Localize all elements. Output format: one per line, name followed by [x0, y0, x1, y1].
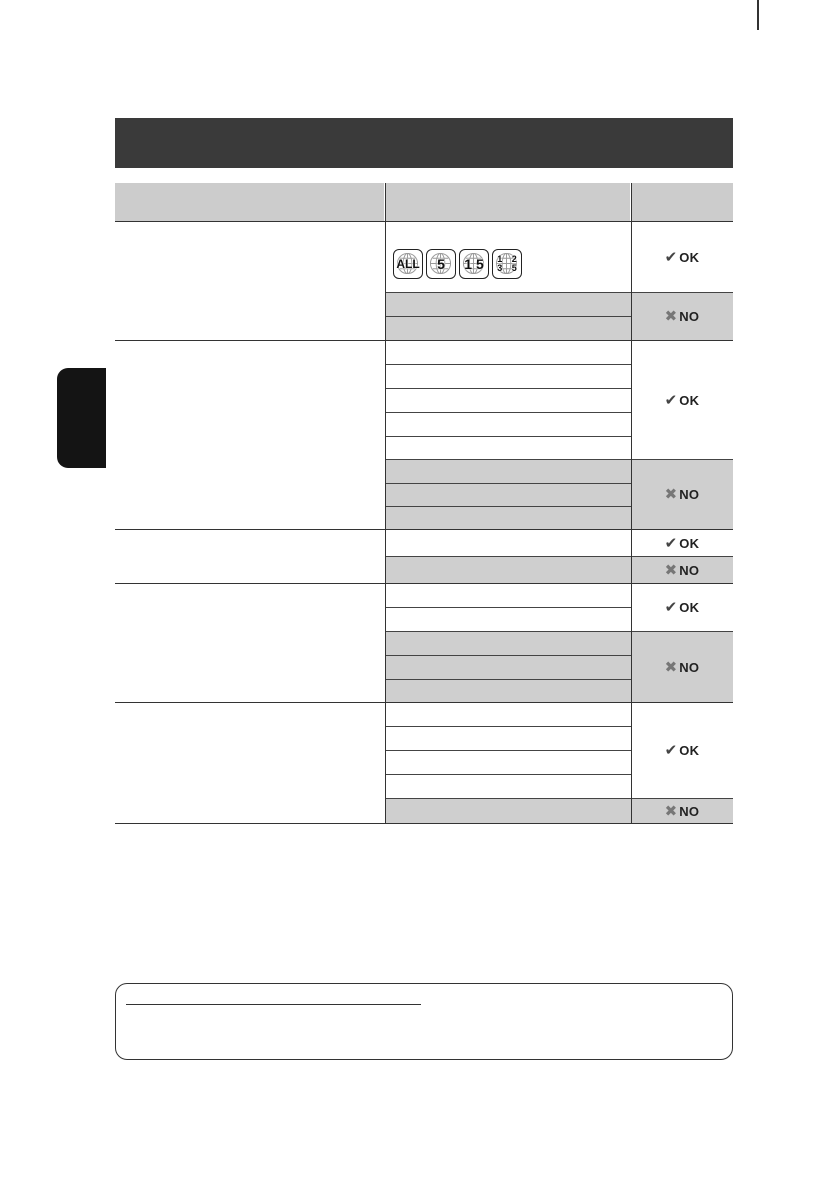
check-icon: ✔: [664, 742, 678, 759]
compatibility-table: [115, 183, 733, 824]
column-divider: [385, 183, 386, 824]
row-divider: [385, 774, 631, 775]
row-divider: [385, 726, 631, 727]
row-divider: [385, 388, 631, 389]
page-edge-rule: [757, 0, 759, 30]
region-label: 1 2 3 5: [497, 254, 517, 273]
status-label: OK: [679, 249, 700, 265]
cross-icon: ✖: [664, 802, 678, 820]
status-label: OK: [679, 392, 700, 408]
region-code-icons: [393, 249, 629, 281]
region-label: ALL: [396, 257, 420, 271]
cross-icon: ✖: [664, 486, 678, 503]
region-icon-1-2-3-5: [492, 249, 522, 279]
row-divider: [385, 364, 631, 365]
status-label: OK: [679, 743, 700, 758]
row-divider: [385, 412, 631, 413]
status-label: OK: [679, 600, 700, 615]
region-icon-5: [426, 249, 456, 279]
status-no: [631, 557, 733, 583]
row-divider: [385, 316, 631, 317]
region-label: 5: [437, 256, 445, 272]
row-divider: [385, 750, 631, 751]
check-icon: ✔: [664, 391, 678, 409]
status-no: [631, 460, 733, 529]
region-icon-all: [393, 249, 423, 279]
check-icon: ✔: [664, 248, 678, 266]
region-label: 1 5: [464, 256, 484, 272]
cross-icon: ✖: [664, 561, 678, 579]
status-ok: [631, 530, 733, 556]
status-label: NO: [679, 309, 700, 324]
status-label: NO: [679, 803, 700, 819]
status-no: [631, 799, 733, 823]
row-divider: [385, 655, 631, 656]
table-bottom-border: [115, 823, 733, 824]
status-ok: [631, 222, 733, 292]
column-divider: [631, 183, 632, 824]
status-no: [631, 632, 733, 702]
row-divider: [385, 436, 631, 437]
status-label: NO: [679, 562, 700, 578]
status-label: NO: [679, 659, 700, 675]
note-heading-rule: [126, 1004, 421, 1005]
status-ok: [631, 703, 733, 798]
status-ok: [631, 341, 733, 459]
region-icon-1-5: [459, 249, 489, 279]
row-divider: [385, 607, 631, 608]
row-divider: [385, 483, 631, 484]
cross-icon: ✖: [664, 308, 678, 325]
header-cell-playability: [632, 183, 733, 221]
check-icon: ✔: [664, 599, 678, 616]
caution-note-box: [115, 983, 733, 1060]
check-icon: ✔: [664, 534, 678, 552]
status-label: OK: [679, 535, 700, 551]
status-label: NO: [679, 487, 700, 502]
cross-icon: ✖: [664, 658, 678, 676]
header-cell-format: [386, 183, 630, 221]
status-no: [631, 293, 733, 340]
header-cell-type: [115, 183, 384, 221]
row-divider: [385, 506, 631, 507]
status-ok: [631, 584, 733, 631]
language-side-tab: [57, 368, 106, 468]
row-divider: [385, 679, 631, 680]
title-bar: [115, 118, 733, 168]
